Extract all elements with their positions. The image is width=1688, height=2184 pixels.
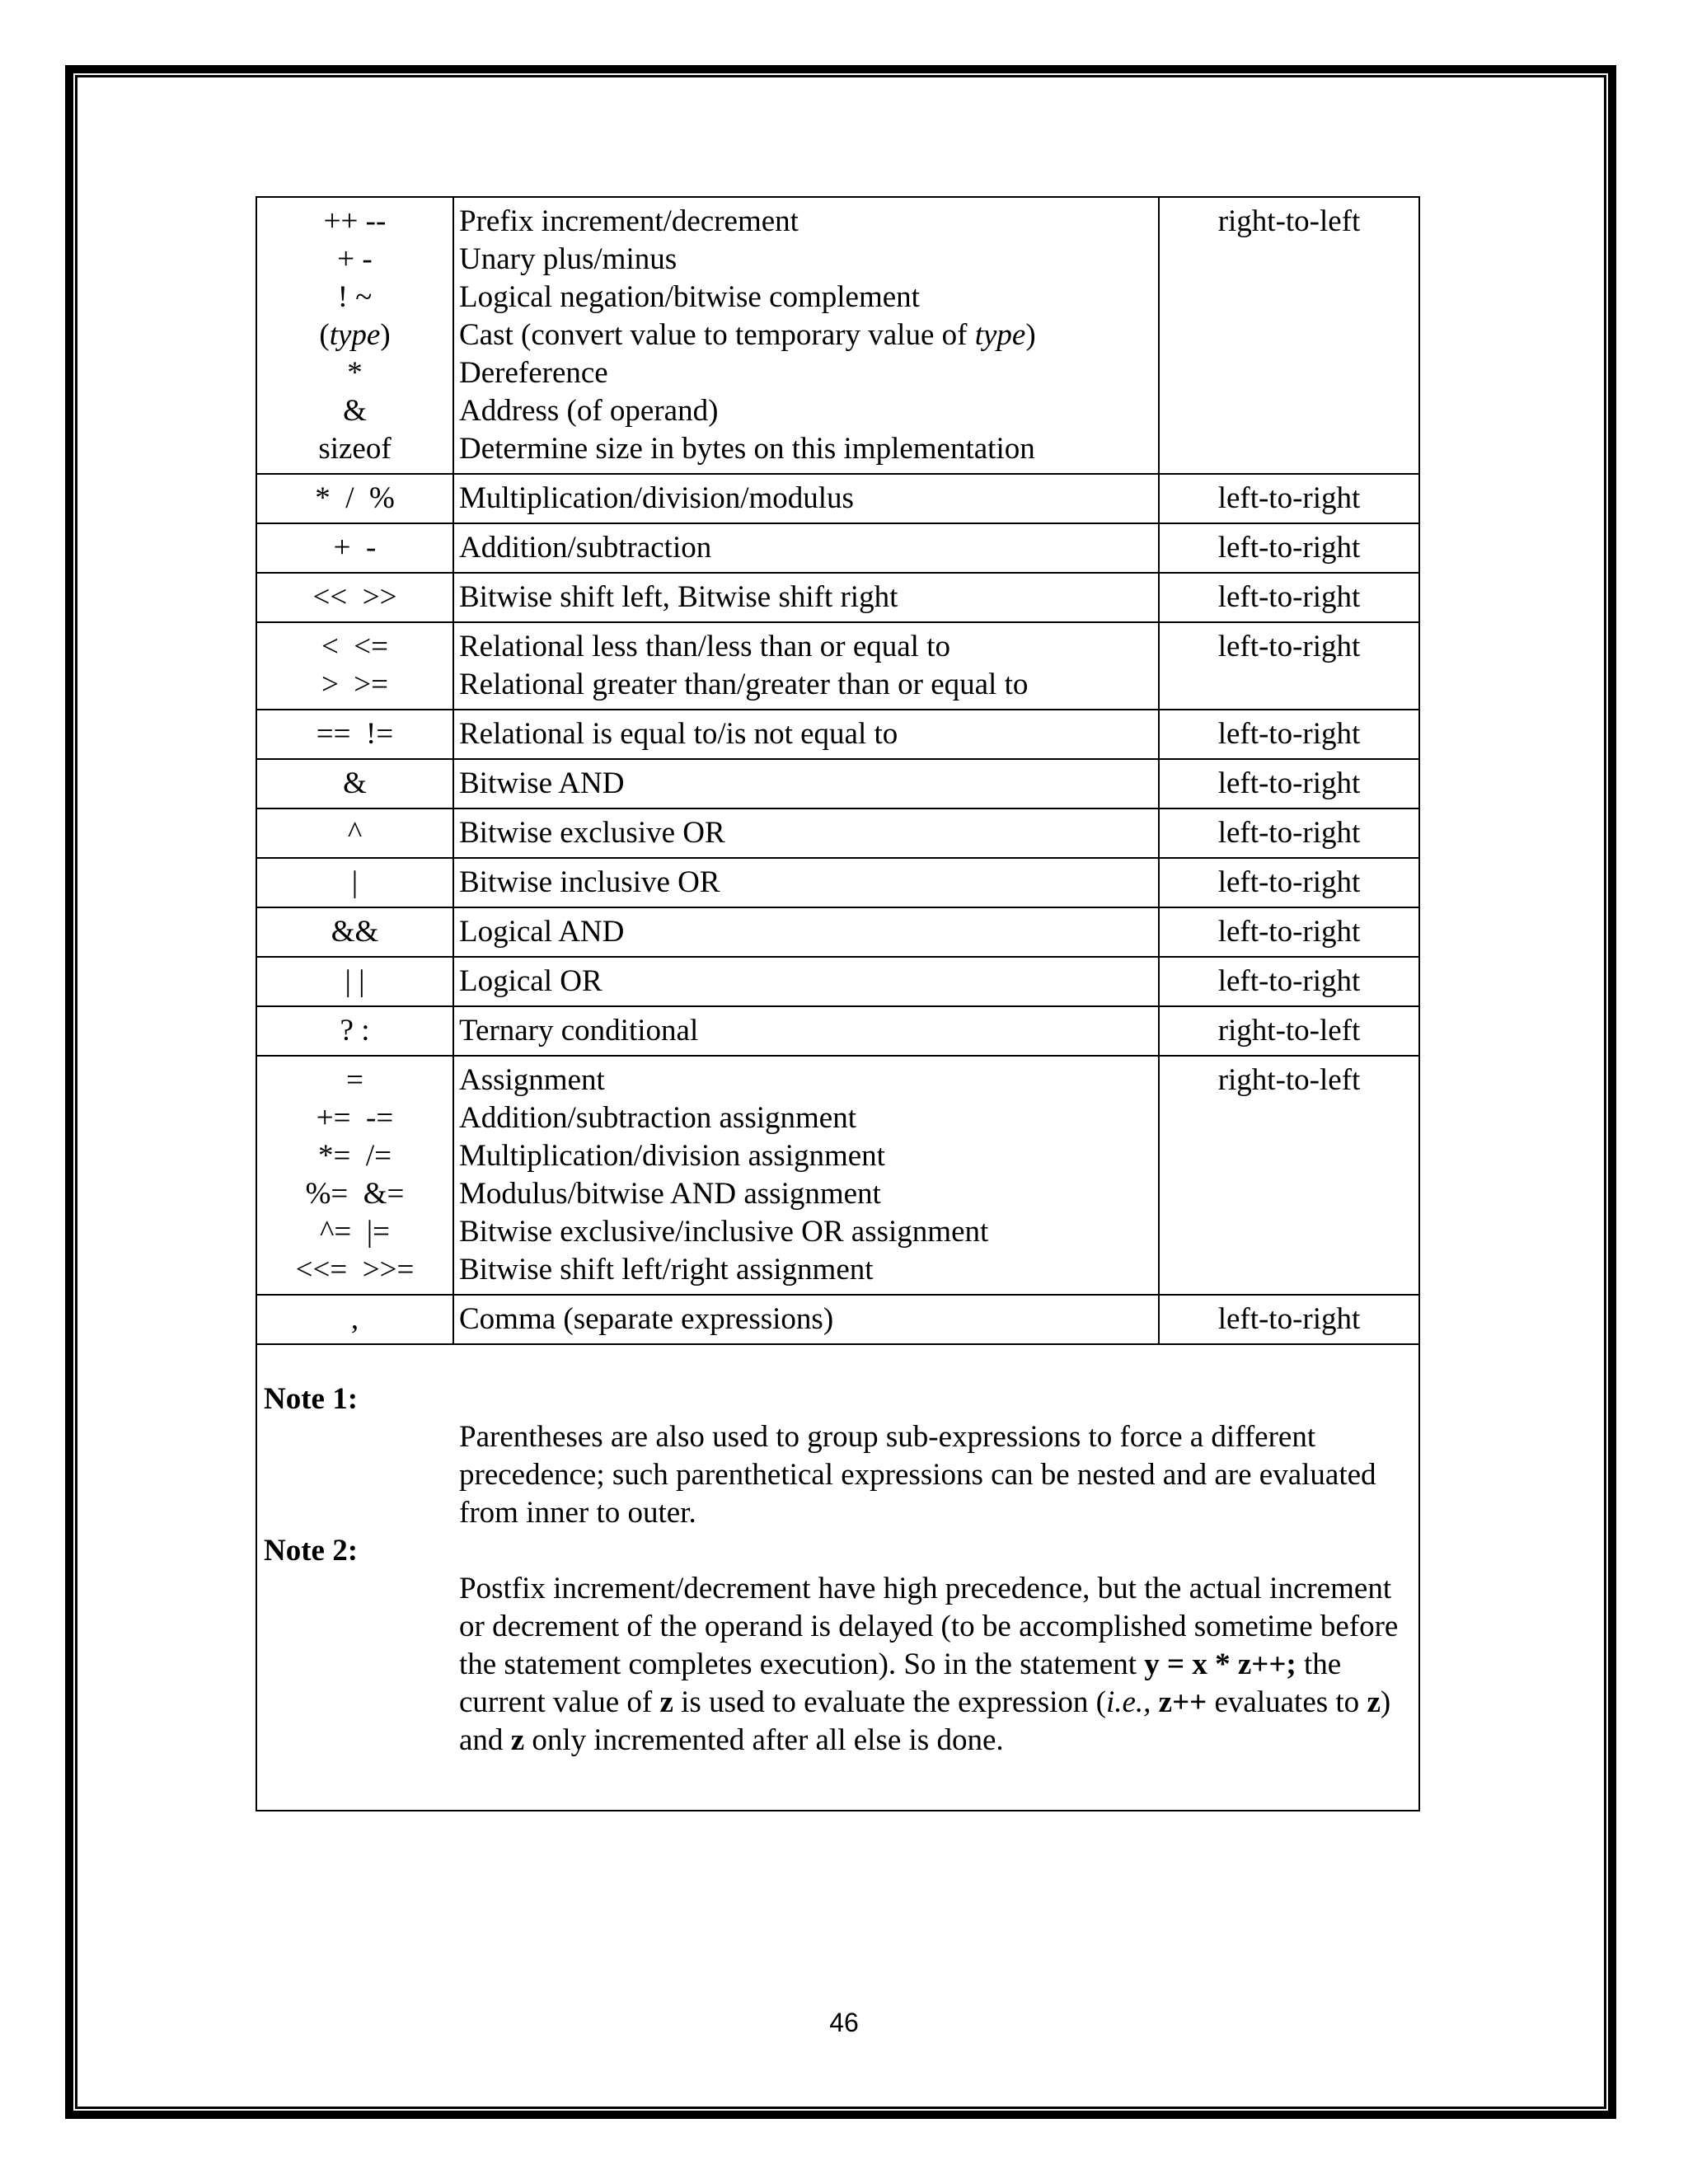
table-row xyxy=(256,808,1419,858)
operator-precedence-table xyxy=(256,196,1420,1811)
description-cell: Bitwise shift left, Bitwise shift right xyxy=(453,573,1159,622)
operator-cell: ? : xyxy=(256,1006,453,1056)
associativity-cell: left-to-right xyxy=(1159,573,1419,622)
associativity-cell: left-to-right xyxy=(1159,1295,1419,1344)
operator-cell: + - xyxy=(256,523,453,573)
operator-cell: | xyxy=(256,858,453,907)
operator-cell: ^ xyxy=(256,808,453,858)
associativity-cell: left-to-right xyxy=(1159,957,1419,1006)
description-cell: Addition/subtraction xyxy=(453,523,1159,573)
associativity-cell: left-to-right xyxy=(1159,808,1419,858)
description-cell: Prefix increment/decrement Unary plus/minus Logical negation/bitwise complement Cast (convert value to temporary value of type) Dereference Address (of operand) Determine size in bytes on this implementation xyxy=(453,197,1159,474)
description-cell: Relational less than/less than or equal to Relational greater than/greater than or equal to xyxy=(453,622,1159,710)
table-row xyxy=(256,1056,1419,1295)
description-cell: Ternary conditional xyxy=(453,1006,1159,1056)
operator-cell: < <= > >= xyxy=(256,622,453,710)
associativity-cell: left-to-right xyxy=(1159,907,1419,957)
associativity-cell: right-to-left xyxy=(1159,197,1419,474)
description-cell: Logical OR xyxy=(453,957,1159,1006)
description-cell: Assignment Addition/subtraction assignment Multiplication/division assignment Modulus/bitwise AND assignment Bitwise exclusive/inclusive OR assignment Bitwise shift left/right assignment xyxy=(453,1056,1159,1295)
table-row xyxy=(256,710,1419,759)
note-2-text: Postfix increment/decrement have high precedence, but the actual increment or decrement of the operand is delayed (to be accomplished sometime before the statement completes execution). So in the statement y = x * z++; the current value of z is used to evaluate the expression (i.e., z++ evaluates to z) and z only incremented after all else is done. xyxy=(459,1572,1399,1757)
operator-cell: | | xyxy=(256,957,453,1006)
associativity-cell: left-to-right xyxy=(1159,858,1419,907)
associativity-cell: right-to-left xyxy=(1159,1006,1419,1056)
note-2-label: Note 2: xyxy=(264,1534,359,1568)
cast-description: Cast (convert value to temporary value of type) xyxy=(459,318,1036,352)
description-cell: Multiplication/division/modulus xyxy=(453,474,1159,523)
operator-cell: == != xyxy=(256,710,453,759)
table-row xyxy=(256,1295,1419,1344)
table-row xyxy=(256,622,1419,710)
associativity-cell: right-to-left xyxy=(1159,1056,1419,1295)
table-row xyxy=(256,907,1419,957)
table-row xyxy=(256,858,1419,907)
associativity-cell: left-to-right xyxy=(1159,523,1419,573)
associativity-cell: left-to-right xyxy=(1159,710,1419,759)
table-row xyxy=(256,474,1419,523)
operator-cell: = += -= *= /= %= &= ^= |= <<= >>= xyxy=(256,1056,453,1295)
table-row xyxy=(256,573,1419,622)
description-cell: Bitwise exclusive OR xyxy=(453,808,1159,858)
notes-cell xyxy=(256,1344,1419,1811)
page-number: 46 xyxy=(829,2008,859,2037)
operator-cell: , xyxy=(256,1295,453,1344)
table-row xyxy=(256,759,1419,808)
operator-cell: & xyxy=(256,759,453,808)
associativity-cell: left-to-right xyxy=(1159,759,1419,808)
description-cell: Bitwise AND xyxy=(453,759,1159,808)
operator-cell: && xyxy=(256,907,453,957)
table-row xyxy=(256,197,1419,474)
operator-cell: * / % xyxy=(256,474,453,523)
associativity-cell: left-to-right xyxy=(1159,474,1419,523)
table-row xyxy=(256,1006,1419,1056)
cast-operator: (type) xyxy=(319,318,391,352)
operator-cell: << >> xyxy=(256,573,453,622)
operator-cell: ++ -- + - ! ~ (type) * & sizeof xyxy=(256,197,453,474)
note-1-text: Parentheses are also used to group sub-expressions to force a different precedence; such parenthetical expressions can be nested and are evaluated from inner to outer. xyxy=(459,1420,1376,1530)
description-cell: Comma (separate expressions) xyxy=(453,1295,1159,1344)
description-cell: Relational is equal to/is not equal to xyxy=(453,710,1159,759)
description-cell: Bitwise inclusive OR xyxy=(453,858,1159,907)
notes-row xyxy=(256,1344,1419,1811)
associativity-cell: left-to-right xyxy=(1159,622,1419,710)
table-row xyxy=(256,957,1419,1006)
note-1-label: Note 1: xyxy=(264,1382,359,1416)
table-row xyxy=(256,523,1419,573)
description-cell: Logical AND xyxy=(453,907,1159,957)
